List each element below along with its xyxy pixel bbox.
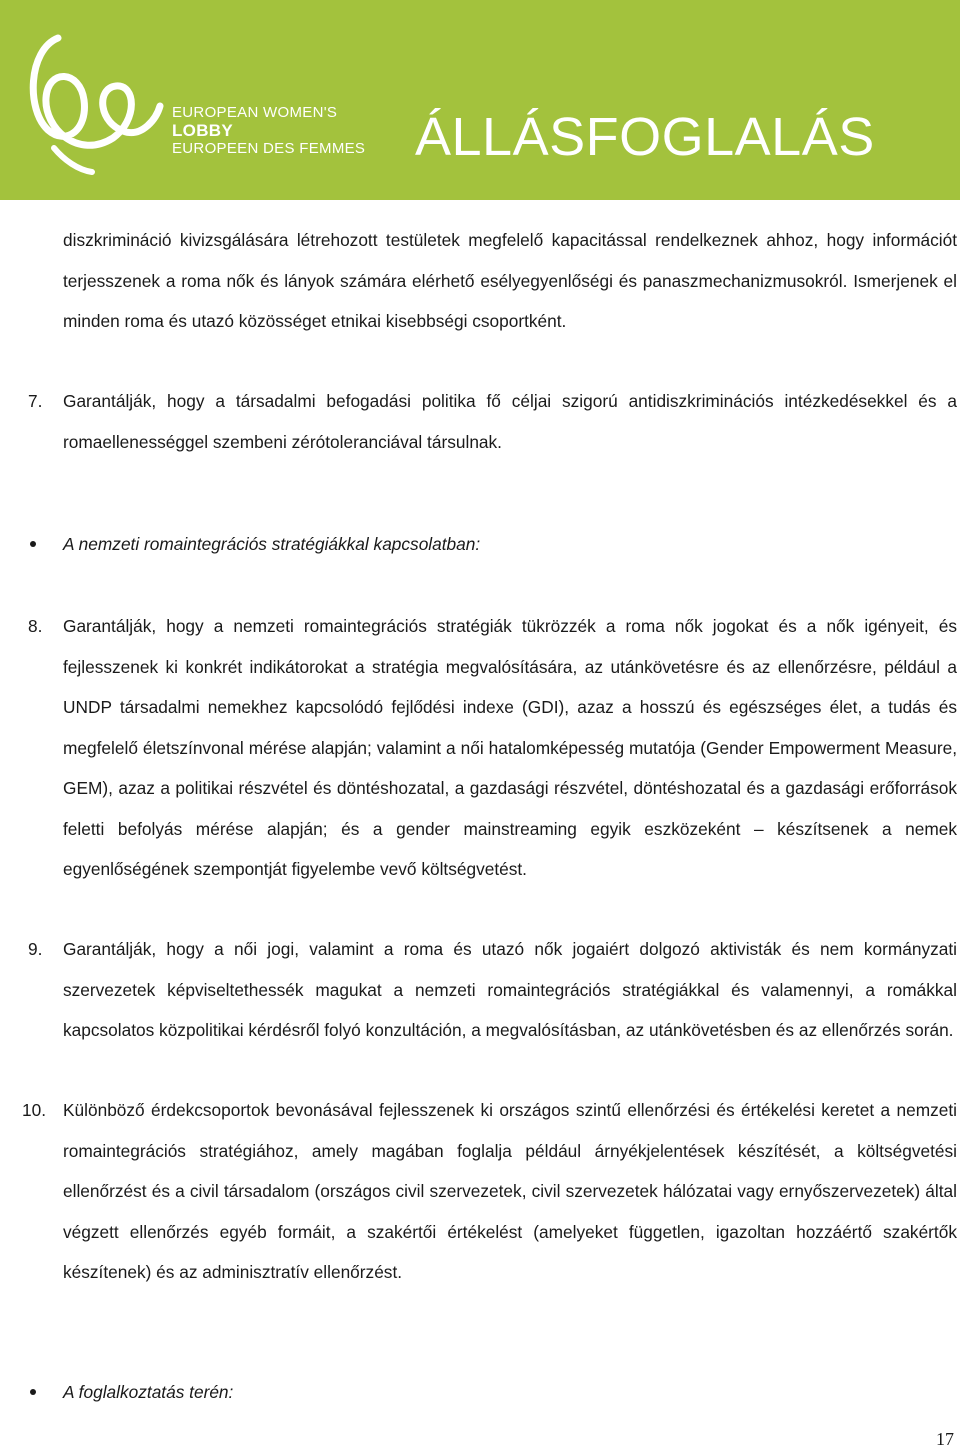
organization-name <box>172 104 365 158</box>
document-title: ÁLLÁSFOGLALÁS <box>415 107 875 167</box>
ewl-logo-icon <box>18 20 168 180</box>
org-name-line3: EUROPEEN DES FEMMES <box>172 140 366 157</box>
continuation-paragraph: diszkrimináció kivizsgálására létrehozott testületek megfelelő kapacitással rendelkeznek ahhoz, hogy információt terjesszenek a roma nők és lányok számára elérhető esélyegyenlőségi és panaszmechanizmusokról. Ismerjenek el minden roma és utazó közösséget etnikai kisebbségi csoportként. <box>63 230 957 331</box>
bullet-dot <box>30 541 36 547</box>
item-7-text: Garantálják, hogy a társadalmi befogadási politika fő céljai szigorú antidiszkriminációs intézkedésekkel és a romaellenességgel szembeni zérótoleranciával társulnak. <box>63 391 957 452</box>
page-header <box>0 0 960 200</box>
item-number-8: 8. <box>28 616 43 636</box>
item-10-text: Különböző érdekcsoportok bevonásával fejlesszenek ki országos szintű ellenőrzési és értékelési keretet a nemzeti romaintegrációs stratégiához, amely magában foglalja például árnyékjelentések készítését, a költségvetési ellenőrzést és a civil társadalom (országos civil szervezetek, civil szervezetek hálózatai vagy ernyőszervezetek) által végzett ellenőrzés egyéb formáit, a szakértői értékelést (amelyeket független, igazoltan hozzáértő szakértők készítenek) és az adminisztratív ellenőrzést. <box>63 1100 957 1282</box>
section-bullet-strategies: A nemzeti romaintegrációs stratégiákkal kapcsolatban: <box>63 534 481 554</box>
item-8-text: Garantálják, hogy a nemzeti romaintegrációs stratégiák tükrözzék a roma nők jogokat és a nők igényeit, és fejlesszenek ki konkrét indikátorokat a stratégia megvalósítására, az utánkövetésre és az ellenőrzésre, például a UNDP társadalmi nemekhez kapcsolódó fejlődési indexe (GDI), azaz a hosszú és egészséges élet, a tudás és megfelelő életszínvonal mérése alapján; valamint a női hatalomképesség mutatója (Gender Empowerment Measure, GEM), azaz a politikai részvétel és döntéshozatal, a gazdasági részvétel, döntéshozatal és a gazdasági erőforrások feletti befolyás mérése alapján; és a gender mainstreaming egyik eszközeként – készítsenek a nemek egyenlőségének szempontját figyelembe vevő költségvetést. <box>63 616 957 879</box>
item-number-7: 7. <box>28 391 43 411</box>
org-name-line1: EUROPEAN WOMEN'S <box>172 104 338 121</box>
item-number-9: 9. <box>28 939 43 959</box>
item-9-text: Garantálják, hogy a női jogi, valamint a roma és utazó nők jogaiért dolgozó aktivisták és nem kormányzati szervezetek képviseltethessék magukat a nemzeti romaintegrációs stratégiákkal és valamennyi, a romákkal kapcsolatos közpolitikai kérdésről folyó konzultáción, a megvalósításban, az utánkövetésben és az ellenőrzés során. <box>63 939 957 1040</box>
item-number-10: 10. <box>22 1100 47 1120</box>
section-bullet-employment: A foglalkoztatás terén: <box>63 1382 234 1402</box>
org-name-line2: LOBBY <box>172 121 233 140</box>
page-number: 17 <box>936 1429 954 1449</box>
bullet-dot <box>30 1389 36 1395</box>
